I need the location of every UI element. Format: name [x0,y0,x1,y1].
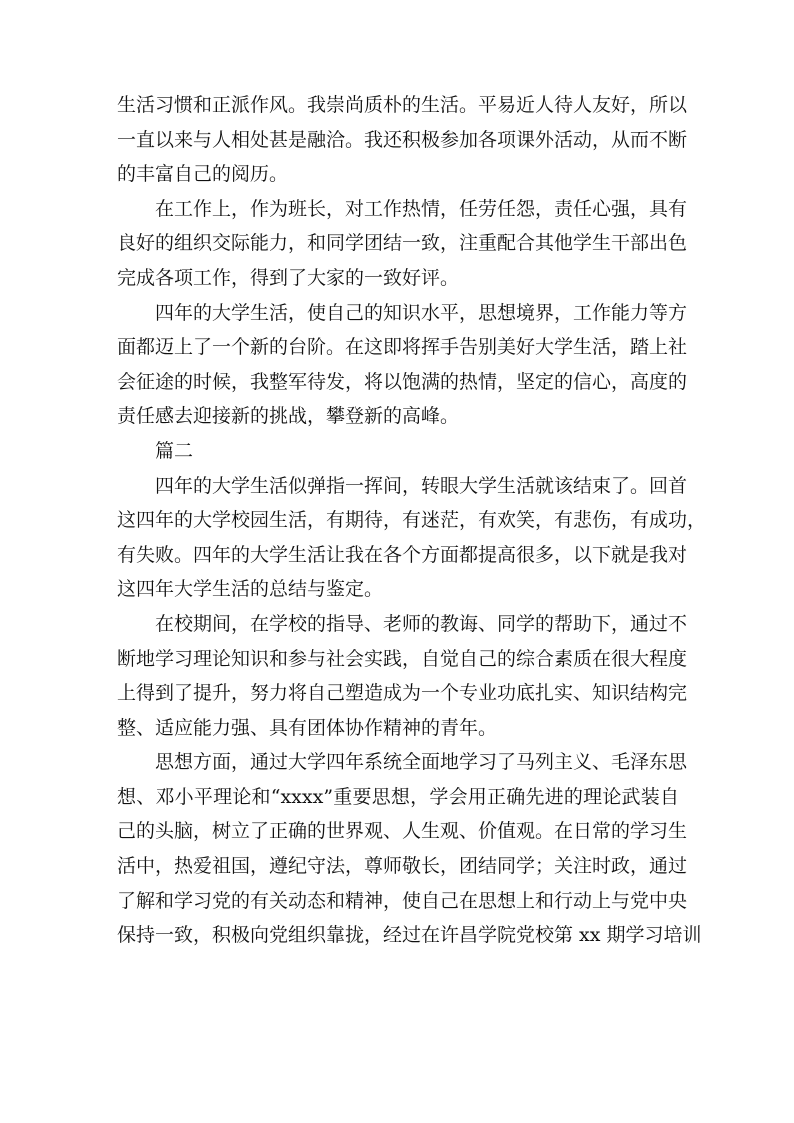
text-line: 完成各项工作，得到了大家的一致好评。 [117,266,460,289]
text-line: 的丰富自己的阅历。 [117,163,289,186]
text-line: 想、邓小平理论和“xxxx”重要思想，学会用正确先进的理论武装自 [117,785,679,808]
text-line: 己的头脑，树立了正确的世界观、人生观、价值观。在日常的学习生 [117,820,688,843]
text-line: 在工作上，作为班长，对工作热情，任劳任怨，责任心强，具有 [155,197,688,220]
text-line: 四年的大学生活似弹指一挥间，转眼大学生活就该结束了。回首 [155,474,688,497]
text-line: 生活习惯和正派作风。我崇尚质朴的生活。平易近人待人友好，所以 [117,94,688,116]
text-line: 思想方面，通过大学四年系统全面地学习了马列主义、毛泽东思 [155,751,688,774]
paragraph [117,745,702,953]
text-line: 有失败。四年的大学生活让我在各个方面都提高很多，以下就是我对 [117,543,688,566]
text-line: 良好的组织交际能力，和同学团结一致，注重配合其他学生干部出色 [117,232,688,255]
text-line: 上得到了提升，努力将自己塑造成为一个专业功底扎实、知识结构完 [117,682,688,705]
text-line: 四年的大学生活，使自己的知识水平，思想境界，工作能力等方 [155,301,688,324]
text-line: 活中，热爱祖国，遵纪守法，尊师敬长，团结同学；关注时政，通过 [117,855,688,878]
document-page [117,88,707,953]
text-line: 一直以来与人相处甚是融洽。我还积极参加各项课外活动，从而不断 [117,128,688,151]
paragraph [117,192,688,296]
text-line: 了解和学习党的有关动态和精神，使自己在思想上和行动上与党中央 [117,889,688,912]
paragraph [117,88,688,192]
paragraph [117,607,688,745]
text-line: 责任感去迎接新的挑战，攀登新的高峰。 [117,405,460,428]
paragraph [117,296,688,434]
paragraph [117,469,707,607]
text-line: 断地学习理论知识和参与社会实践，自觉自己的综合素质在很大程度 [117,647,688,670]
text-line: 整、适应能力强、具有团体协作精神的青年。 [117,716,498,739]
text-line: 面都迈上了一个新的台阶。在这即将挥手告别美好大学生活，踏上社 [117,336,688,359]
text-line: 会征途的时候，我整军待发，将以饱满的热情，坚定的信心，高度的 [117,370,688,393]
text-line: 这四年的大学校园生活，有期待，有迷茫，有欢笑，有悲伤，有成功， [117,509,707,532]
text-line: 这四年大学生活的总结与鉴定。 [117,578,384,601]
text-line: 在校期间，在学校的指导、老师的教诲、同学的帮助下，通过不 [155,612,688,635]
section-heading: 篇二 [155,439,194,462]
text-line: 保持一致，积极向党组织靠拢，经过在许昌学院党校第 xx 期学习培训 [117,924,702,947]
